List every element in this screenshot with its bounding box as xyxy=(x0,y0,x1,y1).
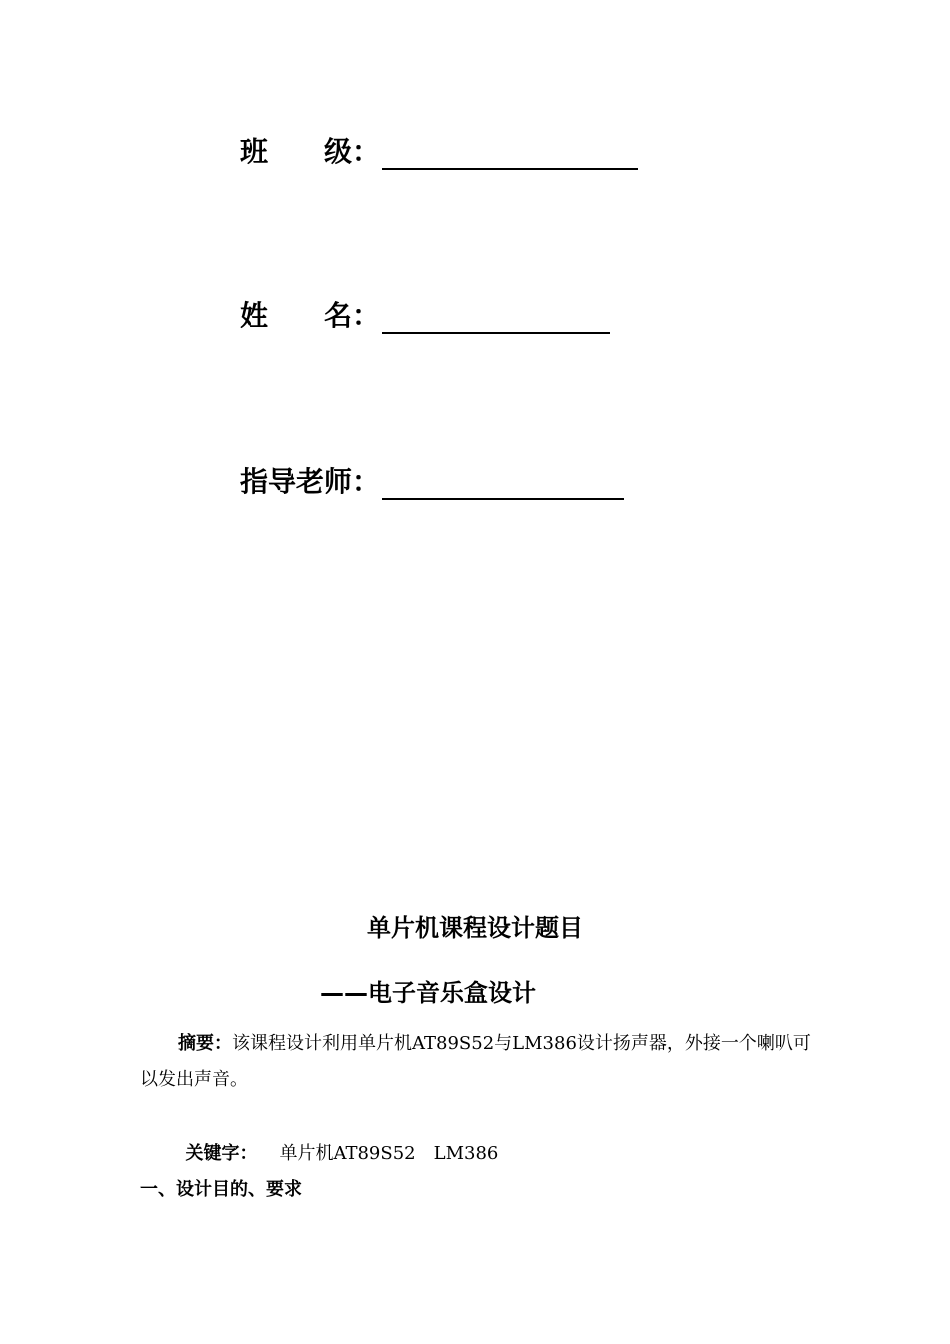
class-label: 班 级： xyxy=(240,135,381,168)
course-design-subtitle: ——电子音乐盒设计 xyxy=(320,979,536,1007)
keywords-label: 关键字： xyxy=(185,1143,258,1164)
keywords-text: 单片机AT89S52 LM386 xyxy=(279,1143,499,1164)
name-label: 姓 名： xyxy=(240,299,381,332)
course-design-title: 单片机课程设计题目 xyxy=(367,914,583,942)
class-blank-line xyxy=(382,138,638,170)
name-blank-line xyxy=(382,302,610,334)
abstract-text: 该课程设计利用单片机AT89S52与LM386设计扬声器，外接一个喇叭可以发出声音。 xyxy=(140,1033,811,1090)
class-field xyxy=(240,134,638,170)
keywords-line xyxy=(174,1100,854,1172)
section-heading: 一、设计目的、要求 xyxy=(140,1179,302,1200)
name-field xyxy=(240,298,610,334)
advisor-label: 指导老师： xyxy=(240,465,381,498)
advisor-blank-line xyxy=(382,468,624,500)
abstract-paragraph xyxy=(140,1026,820,1098)
advisor-field xyxy=(240,464,624,500)
abstract-label: 摘要： xyxy=(178,1033,232,1054)
